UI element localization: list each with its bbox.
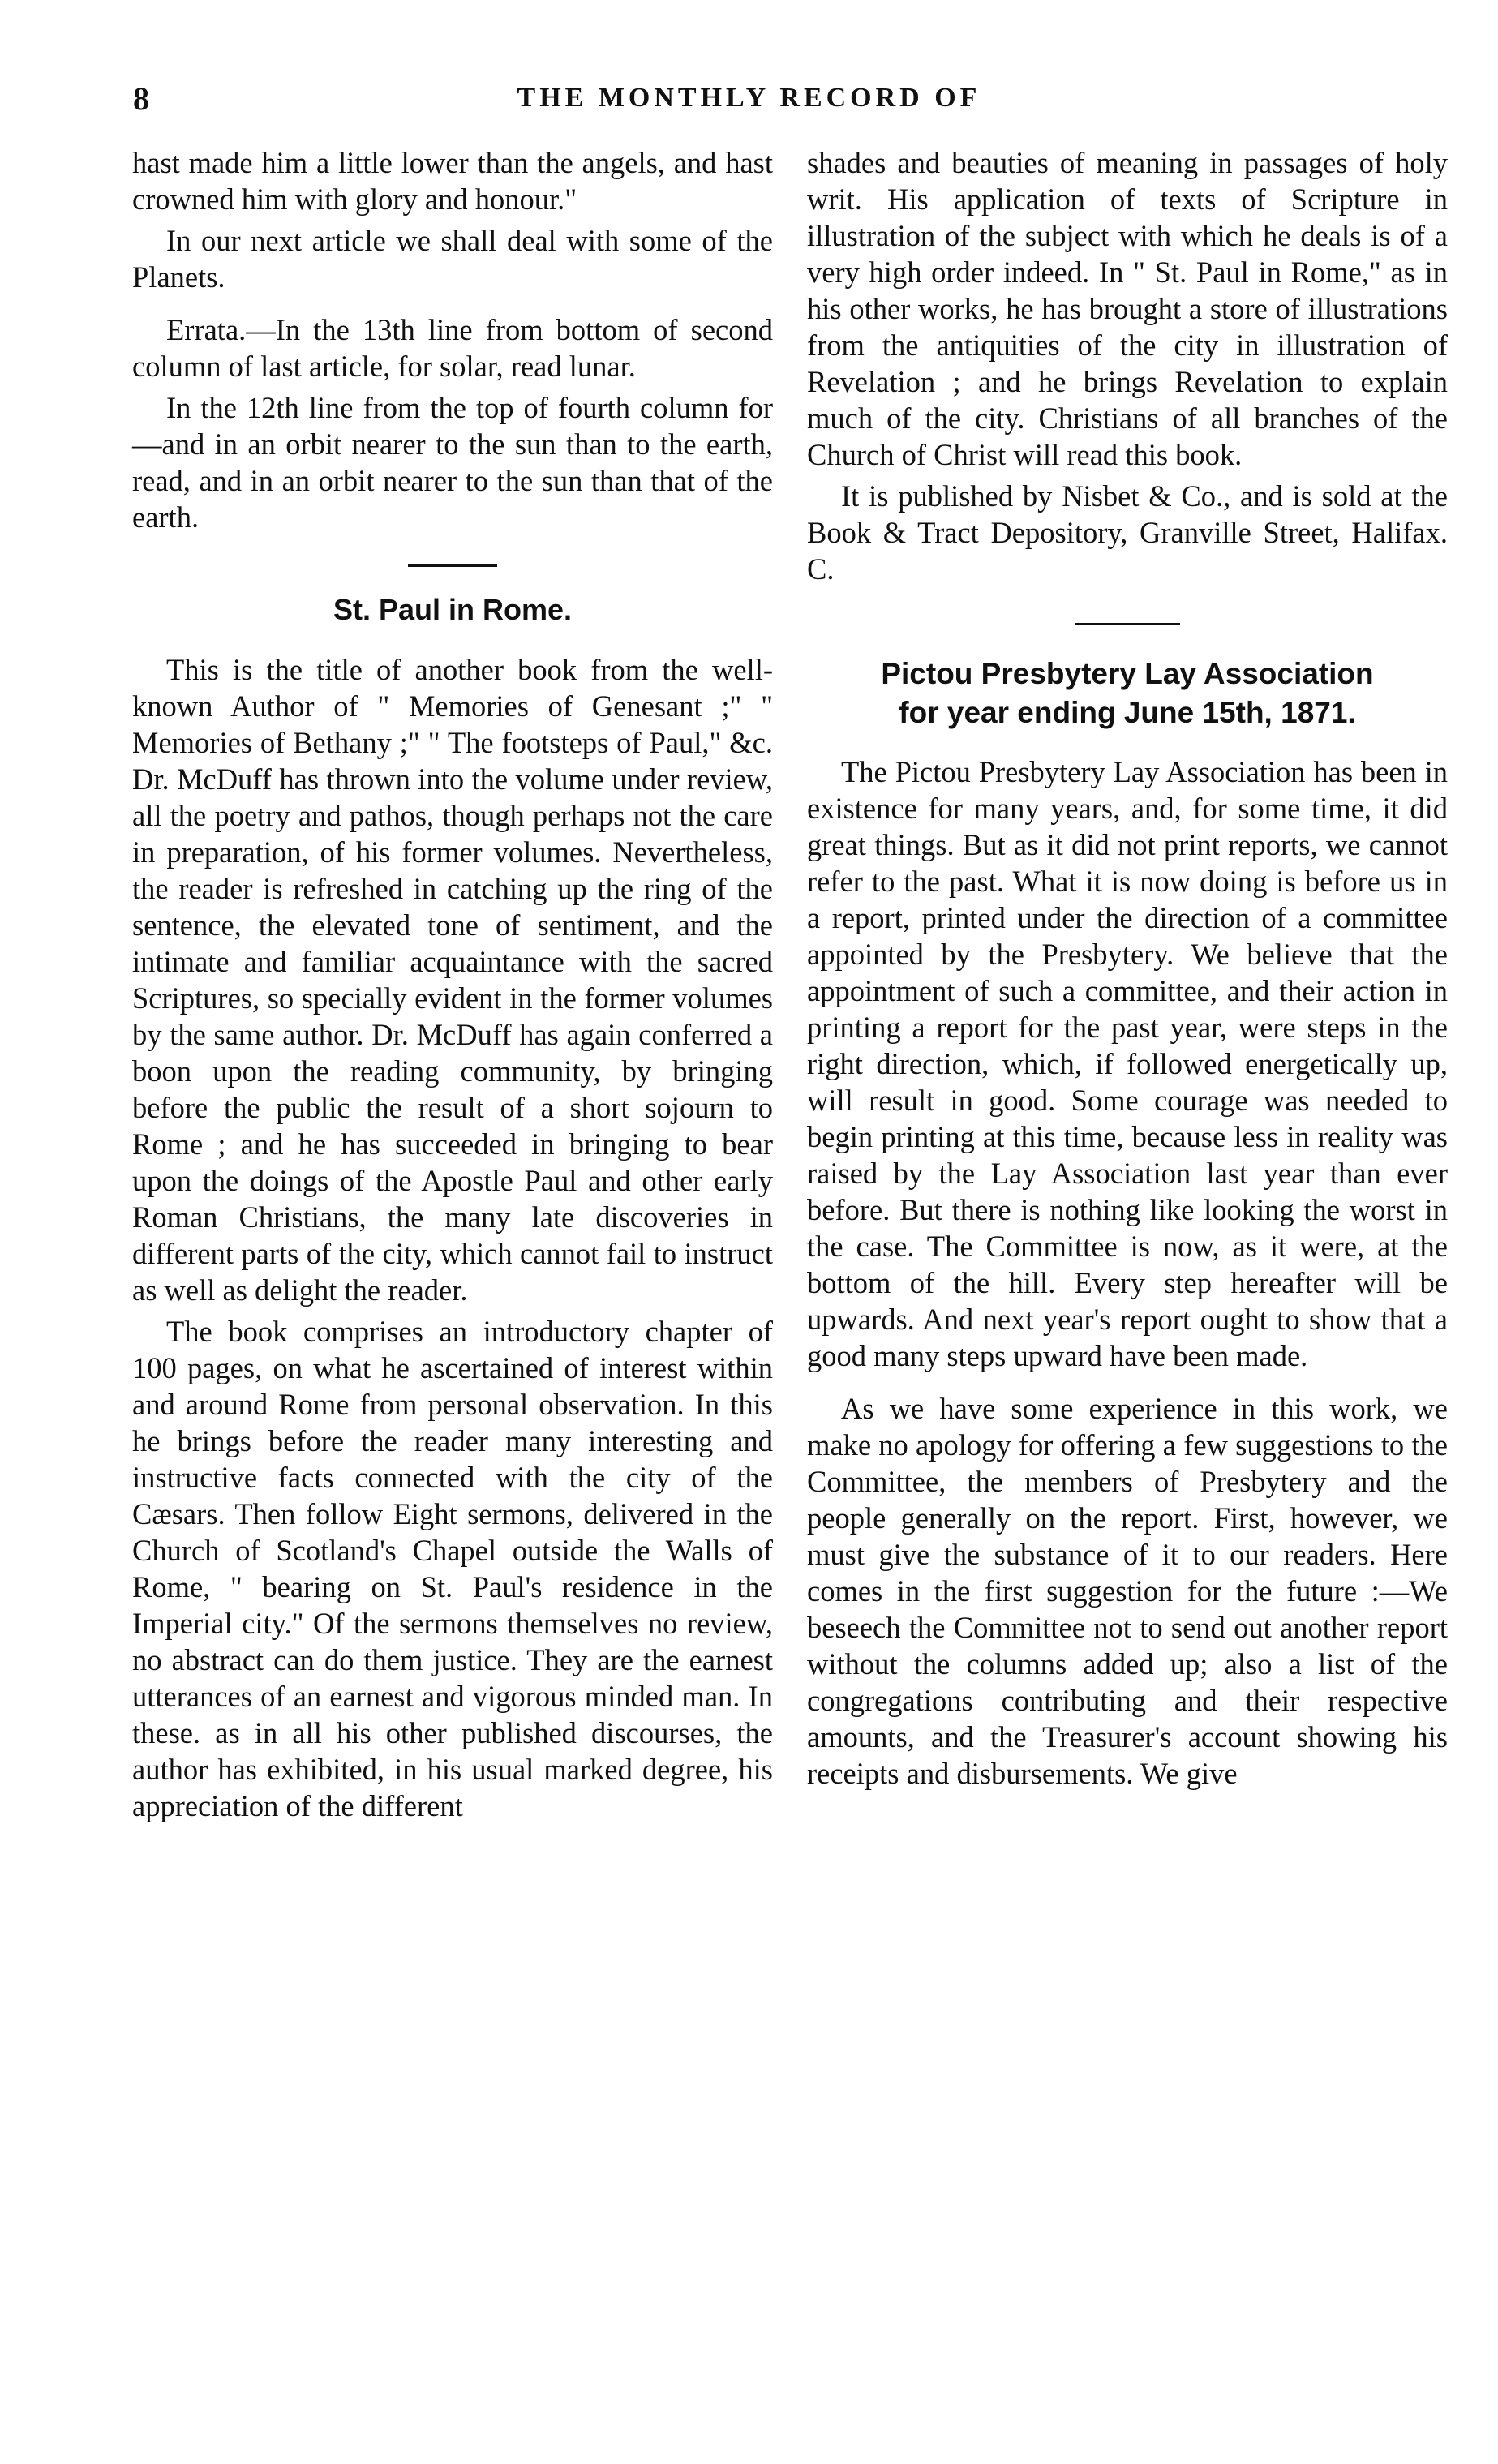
paragraph: This is the title of another book from the well-known Author of " Memories of Genesant ;" " Memories of Bethany ;" " The footsteps of Paul," &c. Dr. McDuff has thrown into the volume under review, all the poetry and pathos, though perhaps not the care in preparation, of his former volumes. Nevertheless, the reader is refreshed in catching up the ring of the sentence, the elevated tone of sentiment, and the intimate and familiar acquaintance with the sacred Scriptures, so specially evident in the former volumes by the same author. Dr. McDuff has again conferred a boon upon the reading community, by bringing before the public the result of a short sojourn to Rome ; and he has succeeded in bringing to bear upon the doings of the Apostle Paul and other early Roman Christians, the many late discoveries in different parts of the city, which cannot fail to instruct as well as delight the reader. — [132, 653, 773, 1307]
paragraph: The book comprises an introductory chapter of 100 pages, on what he ascertained of interest within and around Rome from personal observation. In this he brings before the reader many interesting and instructive facts connected with the city of the Cæsars. Then follow Eight sermons, delivered in the Church of Scotland's Chapel outside the Walls of Rome, " bearing on St. Paul's residence in the Imperial city." Of the sermons themselves no review, no abstract can do them justice. They are the earnest utterances of an earnest and vigorous minded man. In these. as in all his other published discourses, the author has exhibited, in his usual marked degree, his appreciation of the different — [132, 1315, 773, 1822]
article-heading: St. Paul in Rome. — [333, 593, 573, 626]
paragraph: shades and beauties of meaning in passages of holy writ. His application of texts of Scripture in illustration of the subject with which he deals is of a very high order indeed. In " St. Paul in Rome," as in his other works, he has brought a store of illustrations from the antiquities of the city in illustration of Revelation ; and he brings Revelation to explain much of the city. Christians of all branches of the Church of Christ will read this book. — [807, 146, 1448, 471]
left-column — [132, 144, 773, 1829]
paragraph: hast made him a little lower than the angels, and hast crowned him with glory and honour." — [132, 146, 773, 216]
section-divider — [1075, 623, 1180, 625]
errata-paragraph: Errata.—In the 13th line from bottom of second column of last article, for solar, read lunar. — [132, 313, 773, 383]
paragraph: As we have some experience in this work, we make no apology for offering a few suggestions to the Committee, the members of Presbytery and the people generally on the report. First, however, we must give the substance of it to our readers. Here comes in the first suggestion for the future :—We beseech the Committee not to send out another report without the columns added up; also a list of the congregations contributing and their respective amounts, and the Treasurer's account showing his receipts and disbursements. We give — [807, 1392, 1448, 1790]
paragraph: In the 12th line from the top of fourth column for—and in an orbit nearer to the sun than to the earth, read, and in an orbit nearer to the sun than that of the earth. — [132, 391, 773, 534]
publisher-note: It is published by Nisbet & Co., and is sold at the Book & Tract Depository, Granville Street, Halifax. — [807, 479, 1448, 549]
author-initial: C. — [807, 552, 835, 586]
heading-line: Pictou Presbytery Lay Association — [881, 657, 1374, 690]
heading-line: for year ending June 15th, 1871. — [899, 696, 1356, 729]
page-header — [0, 79, 1498, 128]
paragraph: In our next article we shall deal with some of the Planets. — [132, 224, 773, 294]
running-head: THE MONTHLY RECORD OF — [517, 83, 981, 113]
paragraph: The Pictou Presbytery Lay Association has been in existence for many years, and, for some time, it did great things. But as it did not print reports, we cannot refer to the past. What it is now doing is before us in a report, printed under the direction of a committee appointed by the Presbytery. We believe that the appointment of such a committee, and their action in printing a report for the past year, were steps in the right direction, which, if followed energetically up, will result in good. Some courage was needed to begin printing at this time, because less in reality was raised by the Lay Association last year than ever before. But there is nothing like looking the worst in the case. The Committee is now, as it were, at the bottom of the hill. Every step hereafter will be upwards. And next year's report ought to show that a good many steps upward have been made. — [807, 755, 1448, 1372]
section-divider — [408, 564, 497, 567]
paragraph — [807, 478, 1448, 587]
page-number: 8 — [133, 80, 149, 117]
article-heading — [807, 655, 1448, 732]
right-column — [807, 144, 1448, 1796]
